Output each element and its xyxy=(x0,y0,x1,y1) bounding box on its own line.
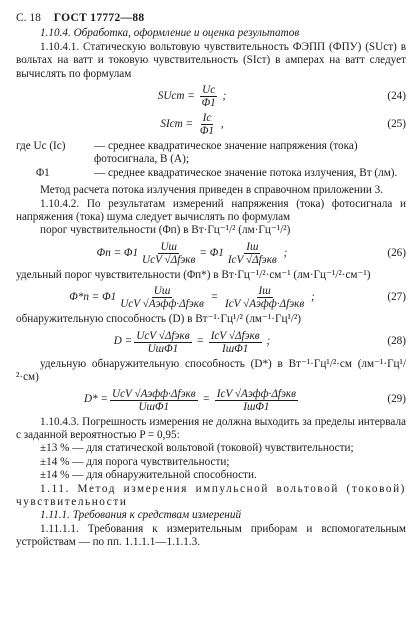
eq27-den2: IсV √Aэфф·Δfэкв xyxy=(224,298,305,311)
eq24-numerator: Uс xyxy=(202,84,216,97)
def2-text: — среднее квадратическое значение потока излучения, Вт (лм). xyxy=(94,166,398,179)
page-number: С. 18 xyxy=(16,12,41,24)
eq28-lhs: D = xyxy=(113,335,133,348)
equation-29: D* = $\frac{\text{UсV √Aэфф·Δfэкв}}{\text{UшΦ1}}$ = $\frac{\text{IсV √Aэфф·Δfэкв}}{\text{IшΦ1}}$ (29) xyxy=(83,387,406,413)
eq27-num2: Iш xyxy=(258,285,271,298)
para-threshold: порог чувствительности (Φп) в Вт·Гц⁻¹/² (лм·Гц⁻¹/²) xyxy=(40,224,291,237)
eq24-lhs: SUст xyxy=(157,89,185,102)
eq26-lhs: Φп = Φ1 xyxy=(96,246,139,259)
para-specific-threshold: удельный порог чувствительности (Φп*) в Вт·Гц⁻¹/²·см⁻¹ (лм·Гц⁻¹/²·см⁻¹) xyxy=(16,268,371,281)
def1-symbol: где Uс (Iс) xyxy=(16,140,66,153)
para-1-11-1-1: 1.11.1.1. Требования к измерительным приборам и вспомогательным устройствам — по пп. 1.1.1.1—1.1.1.3. xyxy=(16,522,406,549)
eq29-den2: IшΦ1 xyxy=(243,400,270,413)
eq25-denominator: Φ1 xyxy=(199,125,215,138)
def2-symbol: Φ1 xyxy=(36,166,50,179)
equation-27: Φ*п = Φ1 $\frac{Uш}{\text{UсV √Aэфф·Δfэкв}}$ = $\frac{Iш}{\text{IсV √Aэфф·Δfэкв}}$ ; (27) xyxy=(69,285,406,311)
eq27-lhs: Φ*п = Φ1 xyxy=(69,291,117,304)
eq27-den1: UсV √Aэфф·Δfэкв xyxy=(120,298,204,311)
eq29-num2: IсV √Aэфф·Δfэкв xyxy=(216,387,297,400)
eq28-den2: IшΦ1 xyxy=(222,342,249,355)
eq24-number: (24) xyxy=(387,89,406,102)
equation-28: D = $\frac{\text{UсV √Δfэкв}}{\text{UшΦ1}}$ = $\frac{\text{IсV √Δfэкв}}{\text{IшΦ1}}$ ; (28) xyxy=(113,329,406,355)
error-item-1: ±13 % — для статической вольтовой (токовой) чувствительности; xyxy=(40,442,354,455)
para-specific-detectivity: удельную обнаружительную способность (D*) в Вт⁻¹·Гц¹/²·см (лм⁻¹·Гц¹/²·см) xyxy=(16,357,406,384)
para-1-10-4-3: 1.10.4.3. Погрешность измерения не должна выходить за пределы интервала с заданной вероятностью P = 0,95: xyxy=(16,415,406,441)
para-1-10-4-2: 1.10.4.2. По результатам измерений напряжения (тока) фотосигнала и напряжения (тока) шума следует вычислять по формулам xyxy=(16,197,406,224)
eq26-num1: Uш xyxy=(160,240,177,253)
section-1-10-4: 1.10.4. Обработка, оформление и оценка результатов xyxy=(40,27,300,40)
document-page xyxy=(16,12,406,550)
para-1-10-4-1: 1.10.4.1. Статическую вольтовую чувствительность ФЭПП (ФПУ) (SUст) в вольтах на ватт и токовую чувствительность (SIст) в амперах на ватт следует вычислять по формулам xyxy=(16,40,406,80)
eq27-number: (27) xyxy=(387,291,406,304)
error-item-2: ±14 % — для порога чувствительности; xyxy=(40,455,230,468)
eq28-num2: IсV √Δfэкв xyxy=(210,329,260,342)
standard-id: ГОСТ 17772—88 xyxy=(53,12,145,24)
eq28-number: (28) xyxy=(387,335,406,348)
eq26-num2: Iш xyxy=(246,240,259,253)
eq26-number: (26) xyxy=(387,246,406,259)
definition-1 xyxy=(16,140,406,167)
eq25-numerator: Iс xyxy=(202,112,212,125)
eq29-den1: UшΦ1 xyxy=(138,400,170,413)
eq25-lhs: SIст xyxy=(160,117,183,130)
error-item-3: ±14 % — для обнаружительной способности. xyxy=(40,469,257,482)
eq26-mid: = Φ1 xyxy=(199,246,224,259)
eq28-den1: UшΦ1 xyxy=(147,342,179,355)
equation-24: SUст = $\frac{Uс}{\Phi 1}$ ; (24) xyxy=(157,84,406,110)
page-header xyxy=(16,12,406,25)
eq27-num1: Uш xyxy=(153,285,171,298)
eq29-num1: UсV √Aэфф·Δfэкв xyxy=(111,387,196,400)
eq24-denominator: Φ1 xyxy=(201,97,216,110)
section-1-11-1: 1.11.1. Требования к средствам измерений xyxy=(40,509,242,522)
equation-26: Φп = Φ1 $\frac{Uш}{\text{UсV √Δfэкв}}$ = Φ1 $\frac{Iш}{\text{IсV √Δfэкв}}$ ; (26) xyxy=(96,240,406,266)
eq29-number: (29) xyxy=(387,393,406,406)
eq29-lhs: D* = xyxy=(83,393,108,406)
eq26-den1: UсV √Δfэкв xyxy=(142,253,196,266)
eq26-den2: IсV √Δfэкв xyxy=(227,253,277,266)
def1-text: — среднее квадратическое значение напряжения (тока) фотосигнала, В (А); xyxy=(94,140,358,166)
para-detectivity: обнаружительную способность (D) в Вт⁻¹·Гц¹/² (лм⁻¹·Гц¹/²) xyxy=(16,313,301,326)
section-1-11: 1.11. Метод измерения импульсной вольтовой (токовой) чувствительности xyxy=(16,482,406,508)
para-method: Метод расчета потока излучения приведен в справочном приложении 3. xyxy=(40,184,384,197)
eq28-num1: UсV √Δfэкв xyxy=(136,329,190,342)
definition-2 xyxy=(16,167,406,180)
equation-25: SIст = $\frac{Iс}{\Phi 1}$ , (25) xyxy=(160,112,406,138)
eq25-number: (25) xyxy=(387,117,406,130)
